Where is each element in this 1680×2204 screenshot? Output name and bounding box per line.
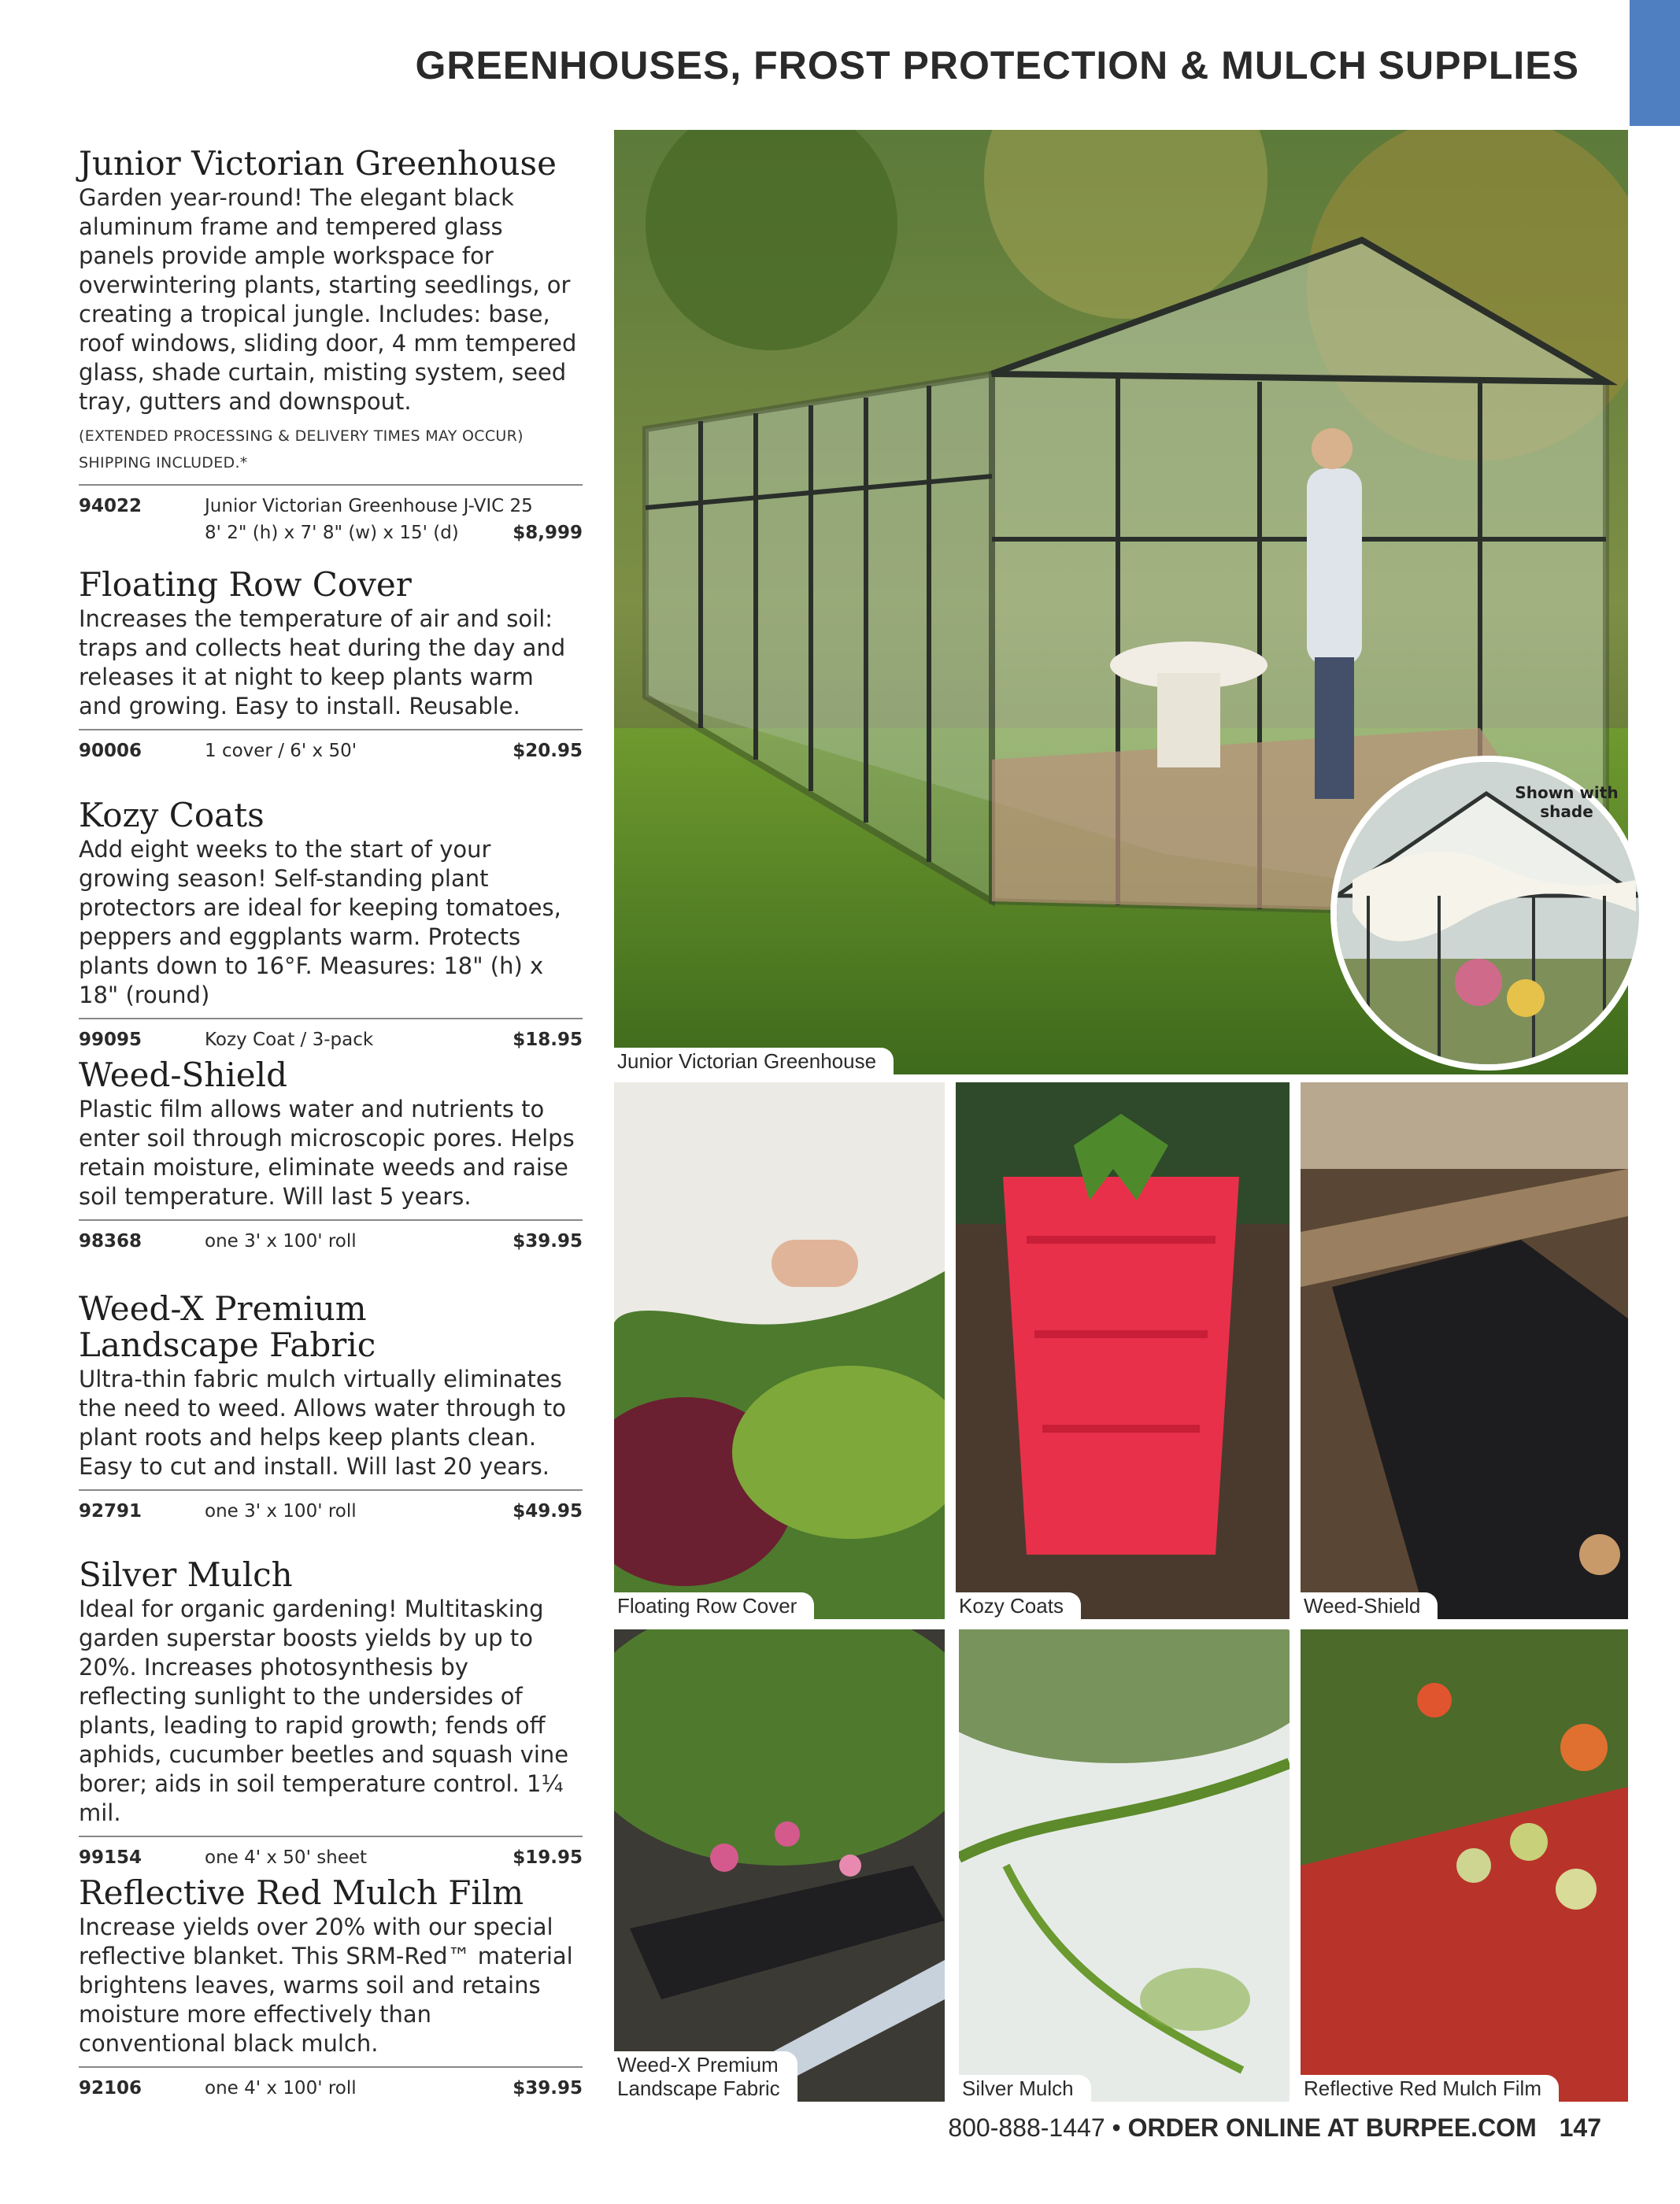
item-number: 99095 — [79, 1030, 142, 1050]
page-number: 147 — [1559, 2113, 1601, 2142]
product-title: Weed-Shield — [79, 1056, 287, 1094]
inset-label: Shown with shade — [1515, 783, 1619, 821]
product-description: Plastic film allows water and nutrients to enter soil through microscopic pores. Helps retain moisture, eliminate weeds and raise soil temperature. Will last 5 years. — [79, 1096, 575, 1210]
item-price: $8,999 — [513, 523, 583, 543]
product-row-cover — [79, 567, 583, 764]
product-silver-mulch — [79, 1557, 583, 1870]
order-row — [79, 1018, 583, 1052]
product-weed-x — [79, 1291, 583, 1524]
product-description: Increase yields over 20% with our special reflective blanket. This SRM-Red™ material brightens leaves, warms soil and retains moisture more effectively than conventional black mulch. — [79, 1914, 573, 2057]
silver-mulch-illustration — [959, 1629, 1290, 2102]
product-description: Ultra-thin fabric mulch virtually eliminates the need to weed. Allows water through to plant roots and helps keep plants clean. Easy to cut and install. Will last 20 years. — [79, 1366, 566, 1480]
photo-caption: Junior Victorian Greenhouse — [614, 1048, 894, 1074]
weed-shield-photo — [1301, 1082, 1628, 1619]
item-price: $20.95 — [513, 741, 583, 761]
item-name: Kozy Coat / 3-pack — [205, 1030, 374, 1050]
order-row — [79, 2066, 583, 2101]
item-price: $39.95 — [513, 1231, 583, 1252]
product-greenhouse — [79, 146, 583, 545]
item-name: Junior Victorian Greenhouse J-VIC 25 — [205, 496, 533, 516]
photo-caption: Floating Row Cover — [614, 1592, 814, 1619]
photo-caption: Kozy Coats — [956, 1592, 1081, 1619]
item-price: $19.95 — [513, 1847, 583, 1868]
photo-caption: Weed-X Premium Landscape Fabric — [614, 2051, 797, 2102]
product-red-mulch — [79, 1875, 583, 2101]
weed-x-illustration — [614, 1629, 945, 2102]
photo-caption: Silver Mulch — [959, 2075, 1091, 2102]
item-number: 90006 — [79, 741, 142, 761]
product-description: Ideal for organic gardening! Multitasking garden superstar boosts yields by up to 20%. Increases photosynthesis by reflecting sunlight to the undersides of plants, leading to rapid growth; fends off aphids, cucumber beetles and squash vine borer; aids in soil temperature control. 1¼ mil. — [79, 1596, 569, 1826]
item-price: $39.95 — [513, 2078, 583, 2099]
item-name: one 3' x 100' roll — [205, 1501, 357, 1522]
item-name: one 3' x 100' roll — [205, 1231, 357, 1252]
item-number: 92791 — [79, 1501, 142, 1522]
product-title: Reflective Red Mulch Film — [79, 1873, 524, 1912]
item-price: $18.95 — [513, 1030, 583, 1050]
item-name: one 4' x 100' roll — [205, 2078, 357, 2099]
footer-order-link: ORDER ONLINE AT BURPEE.COM — [1127, 2113, 1537, 2142]
product-title: Floating Row Cover — [79, 565, 412, 604]
product-note: (EXTENDED PROCESSING & DELIVERY TIMES MAY OCCUR) SHIPPING INCLUDED.* — [79, 427, 524, 471]
header-section: GREENHOUSES, FROST PROTECTION & MULCH — [415, 43, 1367, 87]
kozy-coats-photo — [956, 1082, 1290, 1619]
page-header — [415, 43, 1579, 88]
order-row — [79, 1219, 583, 1254]
kozy-coats-illustration — [956, 1082, 1290, 1619]
page-footer — [948, 2113, 1601, 2143]
item-number: 94022 — [79, 496, 142, 516]
product-title: Junior Victorian Greenhouse — [79, 144, 557, 183]
photo-caption: Weed-Shield — [1301, 1592, 1438, 1619]
footer-separator: • — [1112, 2113, 1121, 2142]
footer-phone: 800-888-1447 — [948, 2113, 1105, 2142]
product-title: Silver Mulch — [79, 1555, 293, 1594]
product-description: Increases the temperature of air and soil: traps and collects heat during the day and releases it at night to keep plants warm and growing. Easy to install. Reusable. — [79, 605, 566, 719]
photo-caption: Reflective Red Mulch Film — [1301, 2075, 1559, 2102]
item-detail: 8' 2" (h) x 7' 8" (w) x 15' (d) — [205, 523, 459, 543]
red-mulch-illustration — [1301, 1629, 1628, 2102]
weed-x-photo — [614, 1629, 945, 2102]
section-tab — [1630, 0, 1680, 126]
weed-shield-illustration — [1301, 1082, 1628, 1619]
product-title: Weed-X Premium Landscape Fabric — [79, 1289, 376, 1364]
item-number: 98368 — [79, 1231, 142, 1252]
order-row — [79, 484, 583, 545]
row-cover-photo — [614, 1082, 945, 1619]
order-row — [79, 1489, 583, 1524]
product-description: Add eight weeks to the start of your growing season! Self-standing plant protectors are ideal for keeping tomatoes, peppers and eggplants warm. Protects plants down to 16°F. Measures: 18" (h) x 18" (round) — [79, 836, 561, 1008]
product-kozy-coats — [79, 797, 583, 1052]
silver-mulch-photo — [959, 1629, 1290, 2102]
item-name: one 4' x 50' sheet — [205, 1847, 368, 1868]
item-price: $49.95 — [513, 1501, 583, 1522]
product-weed-shield — [79, 1057, 583, 1254]
red-mulch-photo — [1301, 1629, 1628, 2102]
item-number: 99154 — [79, 1847, 142, 1868]
row-cover-illustration — [614, 1082, 945, 1619]
header-category: SUPPLIES — [1378, 43, 1579, 87]
order-row — [79, 1836, 583, 1870]
item-name: 1 cover / 6' x 50' — [205, 741, 357, 761]
item-number: 92106 — [79, 2078, 142, 2099]
product-description: Garden year-round! The elegant black aluminum frame and tempered glass panels provide ample workspace for overwintering plants, starting seedlings, or creating a tropical jungle. Includes: base, roof windows, sliding door, 4 mm tempered glass, shade curtain, misting system, seed tray, gutters and downspout. — [79, 184, 577, 415]
order-row — [79, 729, 583, 764]
product-title: Kozy Coats — [79, 796, 265, 834]
